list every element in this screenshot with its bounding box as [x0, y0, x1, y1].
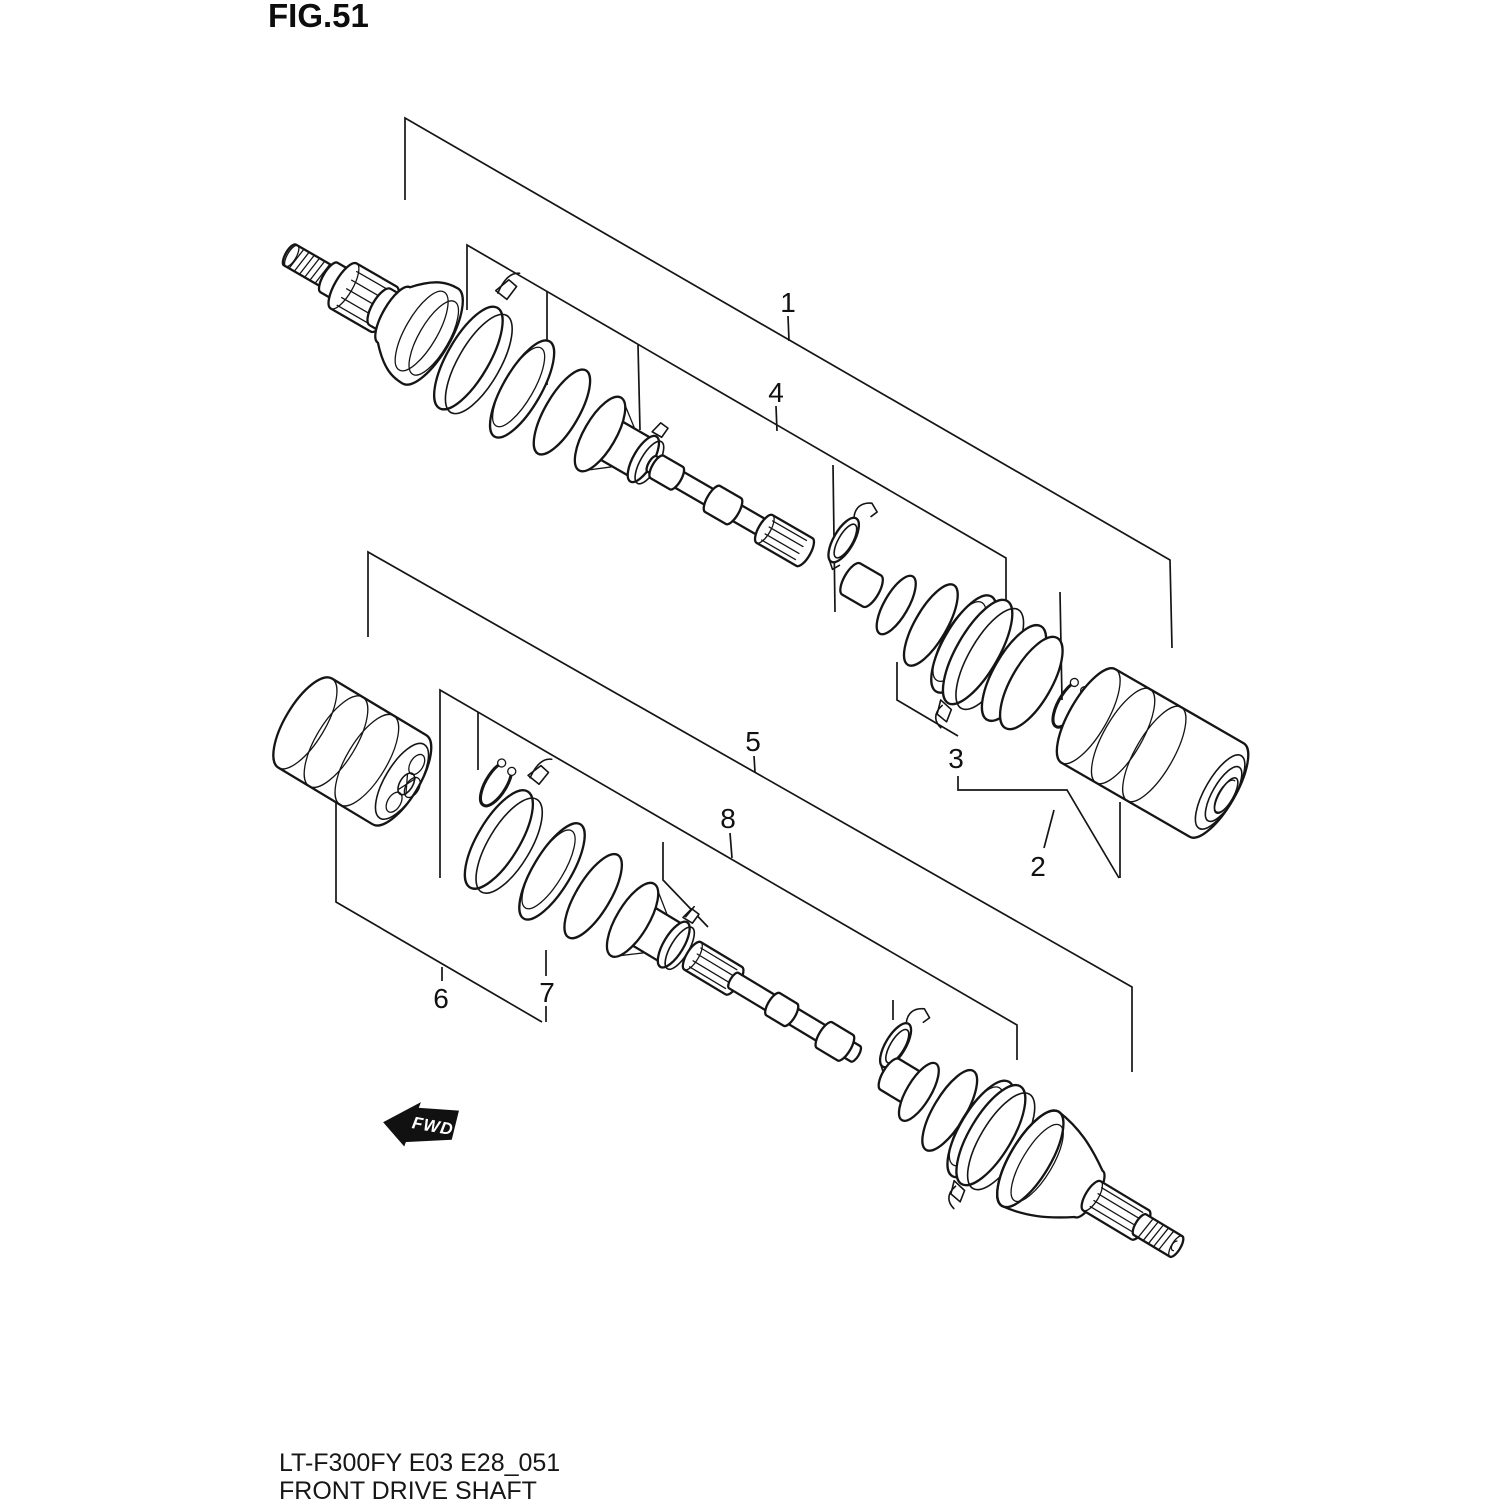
- leader-8: [730, 833, 732, 858]
- inner-joint-housing: [1045, 660, 1260, 847]
- footer-model-code: LT-F300FY E03 E28_051: [279, 1449, 561, 1477]
- leader-1: [788, 316, 789, 341]
- callout-8: 8: [720, 803, 736, 834]
- axle-shaft: [641, 449, 775, 543]
- callout-7: 7: [539, 977, 555, 1008]
- callout-1: 1: [780, 287, 796, 318]
- figure-title: FIG.51: [268, 0, 369, 34]
- leader-4: [776, 406, 777, 431]
- leader-5: [754, 756, 755, 772]
- callout-5: 5: [745, 726, 761, 757]
- drop-line: [638, 345, 640, 430]
- callout-4: 4: [768, 377, 784, 408]
- bracket-lines-top-assembly: [405, 118, 1172, 878]
- callout-6: 6: [433, 983, 449, 1014]
- bracket-subassembly-8: [440, 690, 1017, 1060]
- cv-boot: [507, 814, 703, 992]
- exploded-clamp: [820, 495, 880, 574]
- axle-shaft: [723, 966, 866, 1068]
- callout-2: 2: [1030, 851, 1046, 882]
- footer-figure-caption: FRONT DRIVE SHAFT: [279, 1477, 537, 1500]
- inner-joint-housing: [261, 668, 444, 835]
- threaded-tip: [1130, 1212, 1186, 1259]
- fwd-arrow-label: FWD: [410, 1113, 456, 1140]
- leader-2: [1044, 810, 1054, 848]
- callout-3: 3: [948, 743, 964, 774]
- fwd-arrow-icon: [380, 1091, 460, 1158]
